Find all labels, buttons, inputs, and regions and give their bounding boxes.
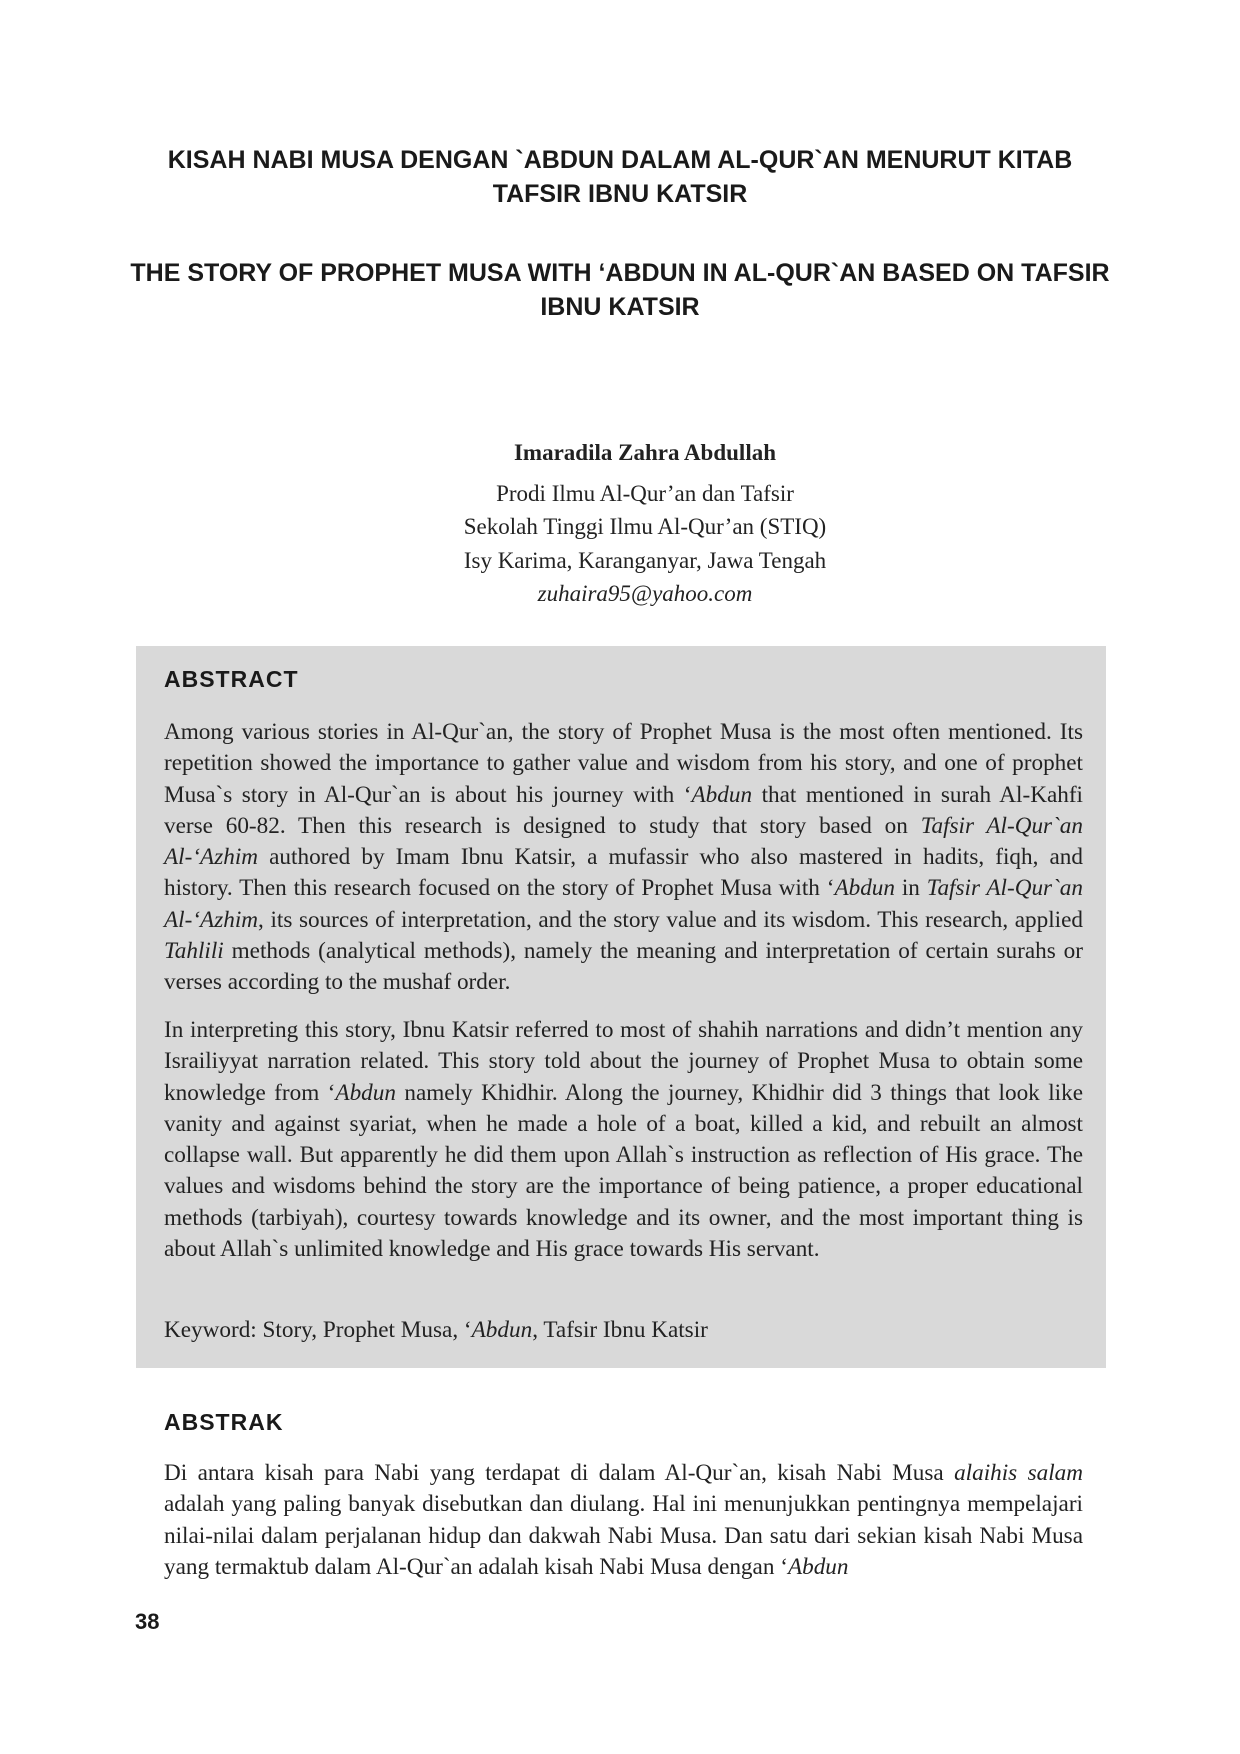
affiliation-line: Isy Karima, Karanganyar, Jawa Tengah: [463, 547, 827, 573]
abstract-heading: ABSTRACT: [164, 666, 299, 692]
italic-term: Abdun: [691, 781, 753, 808]
title-indonesian: [130, 143, 1110, 211]
author-name: Imaradila Zahra Abdullah: [513, 440, 777, 465]
affiliation-line: Sekolah Tinggi Ilmu Al-Qur’an (STIQ): [463, 514, 827, 539]
italic-term: Tafsir Al-Qur`an Al-‘Azhim: [164, 875, 1083, 933]
italic-term: Abdun: [787, 1553, 849, 1580]
abstract-paragraph-1: Among various stories in Al-Qur`an, the story of Prophet Musa is the most often mentioned. Its repetition showed the importance to gather value and wisdom from his story, and one of prophet Musa`s story in Al-Qur`an is about his journey with ‘Abdun that mentioned in surah Al-Kahfi verse 60-82. Then this research is designed to study that story based on Tafsir Al-Qur`an Al-‘Azhim authored by Imam Ibnu Katsir, a mufassir who also mastered in hadits, fiqh, and history. Then this research focused on the story of Prophet Musa with ‘Abdun in Tafsir Al-Qur`an Al-‘Azhim, its sources of interpretation, and the story value and its wisdom. This research, applied Tahlili methods (analytical methods), namely the meaning and interpretation of certain surahs or verses according to the mushaf order.: [164, 719, 1083, 996]
affiliation-line: Prodi Ilmu Al-Qur’an dan Tafsir: [496, 480, 794, 506]
title-indonesian-line: KISAH NABI MUSA DENGAN `ABDUN DALAM AL-QUR`AN MENURUT KITAB: [167, 146, 1073, 174]
italic-term: Abdun: [471, 1317, 533, 1343]
italic-term: Tahlili: [164, 938, 224, 965]
author-block: [240, 436, 1050, 611]
title-english-line: IBNU KATSIR: [540, 293, 700, 321]
abstrak-paragraph-1: Di antara kisah para Nabi yang terdapat di dalam Al-Qur`an, kisah Nabi Musa alaihis salam adalah yang paling banyak disebutkan dan diulang. Hal ini menunjukkan pentingnya mempelajari nilai-nilai dalam perjalanan hidup dan dakwah Nabi Musa. Dan satu dari sekian kisah Nabi Musa yang termaktub dalam Al-Qur`an adalah kisah Nabi Musa dengan ‘Abdun: [164, 1460, 1083, 1580]
title-indonesian-line: TAFSIR IBNU KATSIR: [492, 180, 748, 208]
italic-term: Abdun: [335, 1079, 396, 1106]
italic-term: Abdun: [834, 875, 895, 902]
italic-term: alaihis salam: [954, 1460, 1083, 1486]
title-english: [130, 256, 1110, 324]
page-number: 38: [135, 1609, 160, 1634]
abstract-paragraph-2: In interpreting this story, Ibnu Katsir referred to most of shahih narrations and didn’t mention any Israiliyyat narration related. This story told about the journey of Prophet Musa to obtain some knowledge from ‘Abdun namely Khidhir. Along the journey, Khidhir did 3 things that look like vanity and against syariat, when he made a hole of a boat, killed a kid, and rebuilt an almost collapse wall. But apparently he did them upon Allah`s instruction as reflection of His grace. The values and wisdoms behind the story are the importance of being patience, a proper educational methods (tarbiyah), courtesy towards knowledge and its owner, and the most important thing is about Allah`s unlimited knowledge and His grace towards His servant.: [164, 1017, 1083, 1263]
keywords: Keyword: Story, Prophet Musa, ‘Abdun, Tafsir Ibnu Katsir: [164, 1317, 708, 1343]
italic-term: Tafsir Al-Qur`an Al-‘Azhim: [164, 812, 1083, 871]
abstrak-heading: ABSTRAK: [164, 1409, 284, 1435]
title-english-line: THE STORY OF PROPHET MUSA WITH ‘ABDUN IN AL-QUR`AN BASED ON TAFSIR: [130, 259, 1110, 287]
author-email[interactable]: zuhaira95@yahoo.com: [537, 581, 753, 606]
